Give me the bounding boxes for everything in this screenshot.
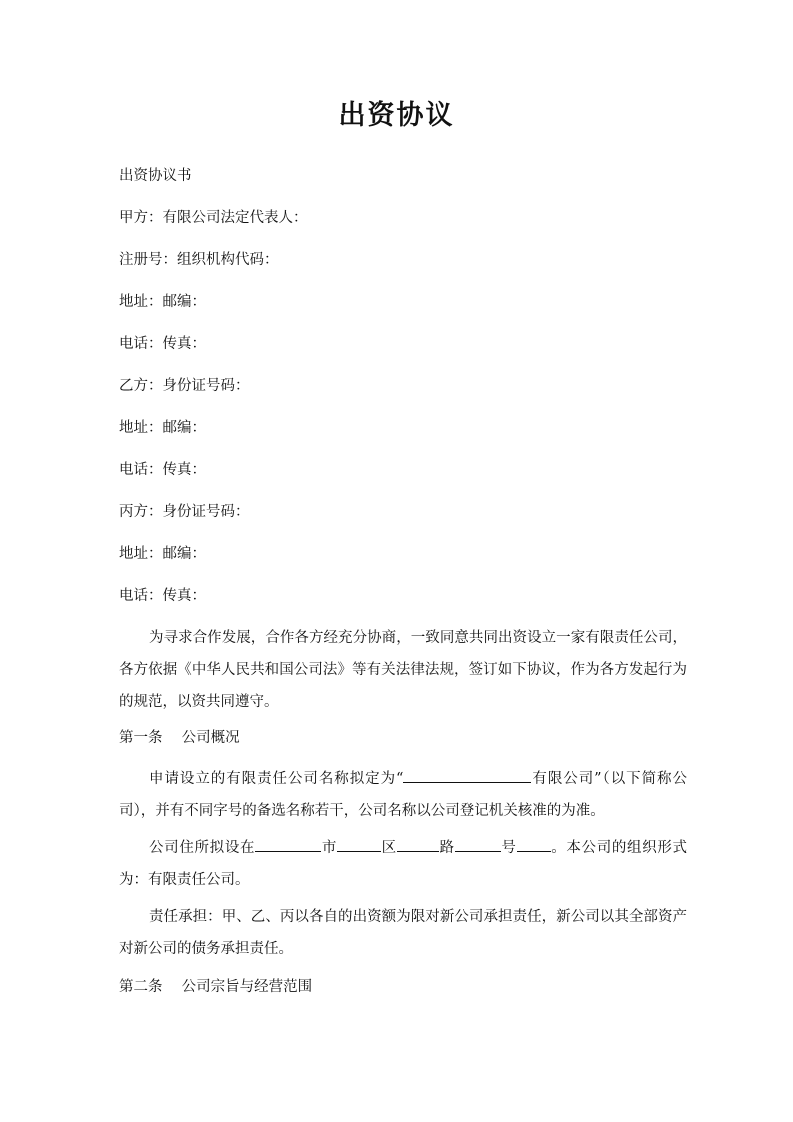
party-b-address-line: 地址：邮编：: [119, 420, 206, 436]
district-label: 区: [381, 840, 397, 856]
company-name-blank: [403, 768, 531, 784]
company-name-text-after: 有限公司”（以下简称公司），并有不同字号的备选名称若干，公司名称以公司登记机关核准的为准。: [119, 771, 687, 819]
intro-paragraph: 为寻求合作发展，合作各方经充分协商，一致同意共同出资设立一家有限责任公司，各方依据《中华人民共和国公司法》等有关法律法规，签订如下协议，作为各方发起行为的规范，以资共同遵守。: [119, 630, 687, 710]
article-2-heading: 第二条 公司宗旨与经营范围: [119, 979, 313, 995]
number-blank: [455, 837, 501, 853]
party-a-line: 甲方：有限公司法定代表人：: [119, 210, 308, 226]
number-label: 号: [500, 840, 517, 856]
party-a-address-line: 地址：邮编：: [119, 294, 206, 310]
article-1-heading: 第一条 公司概况: [119, 730, 240, 746]
subtitle-line: 出资协议书: [119, 168, 192, 184]
city-blank: [255, 837, 321, 853]
party-a-registration-line: 注册号：组织机构代码：: [119, 252, 279, 268]
city-label: 市: [321, 840, 338, 856]
article-1-liability-paragraph: 责任承担：甲、乙、丙以各自的出资额为限对新公司承担责任，新公司以其全部资产对新公司的债务承担责任。: [119, 909, 687, 957]
company-name-text-before: 申请设立的有限责任公司名称拟定为“: [149, 771, 404, 787]
article-1-company-name-paragraph: [119, 763, 687, 827]
article-1-address-paragraph: [119, 832, 687, 896]
party-c-address-line: 地址：邮编：: [119, 546, 206, 562]
party-c-line: 丙方：身份证号码：: [119, 504, 250, 520]
party-a-phone-line: 电话：传真：: [119, 336, 206, 352]
road-blank: [397, 837, 439, 853]
party-b-phone-line: 电话：传真：: [119, 462, 206, 478]
number-suffix-blank: [517, 837, 551, 853]
party-b-line: 乙方：身份证号码：: [119, 378, 250, 394]
party-c-phone-line: 电话：传真：: [119, 588, 206, 604]
district-blank: [337, 837, 381, 853]
address-prefix: 公司住所拟设在: [149, 840, 256, 856]
road-label: 路: [438, 840, 455, 856]
document-title: 出资协议: [338, 100, 455, 131]
address-suffix: 。本公司的组织形式为：有限责任公司。: [119, 840, 688, 888]
